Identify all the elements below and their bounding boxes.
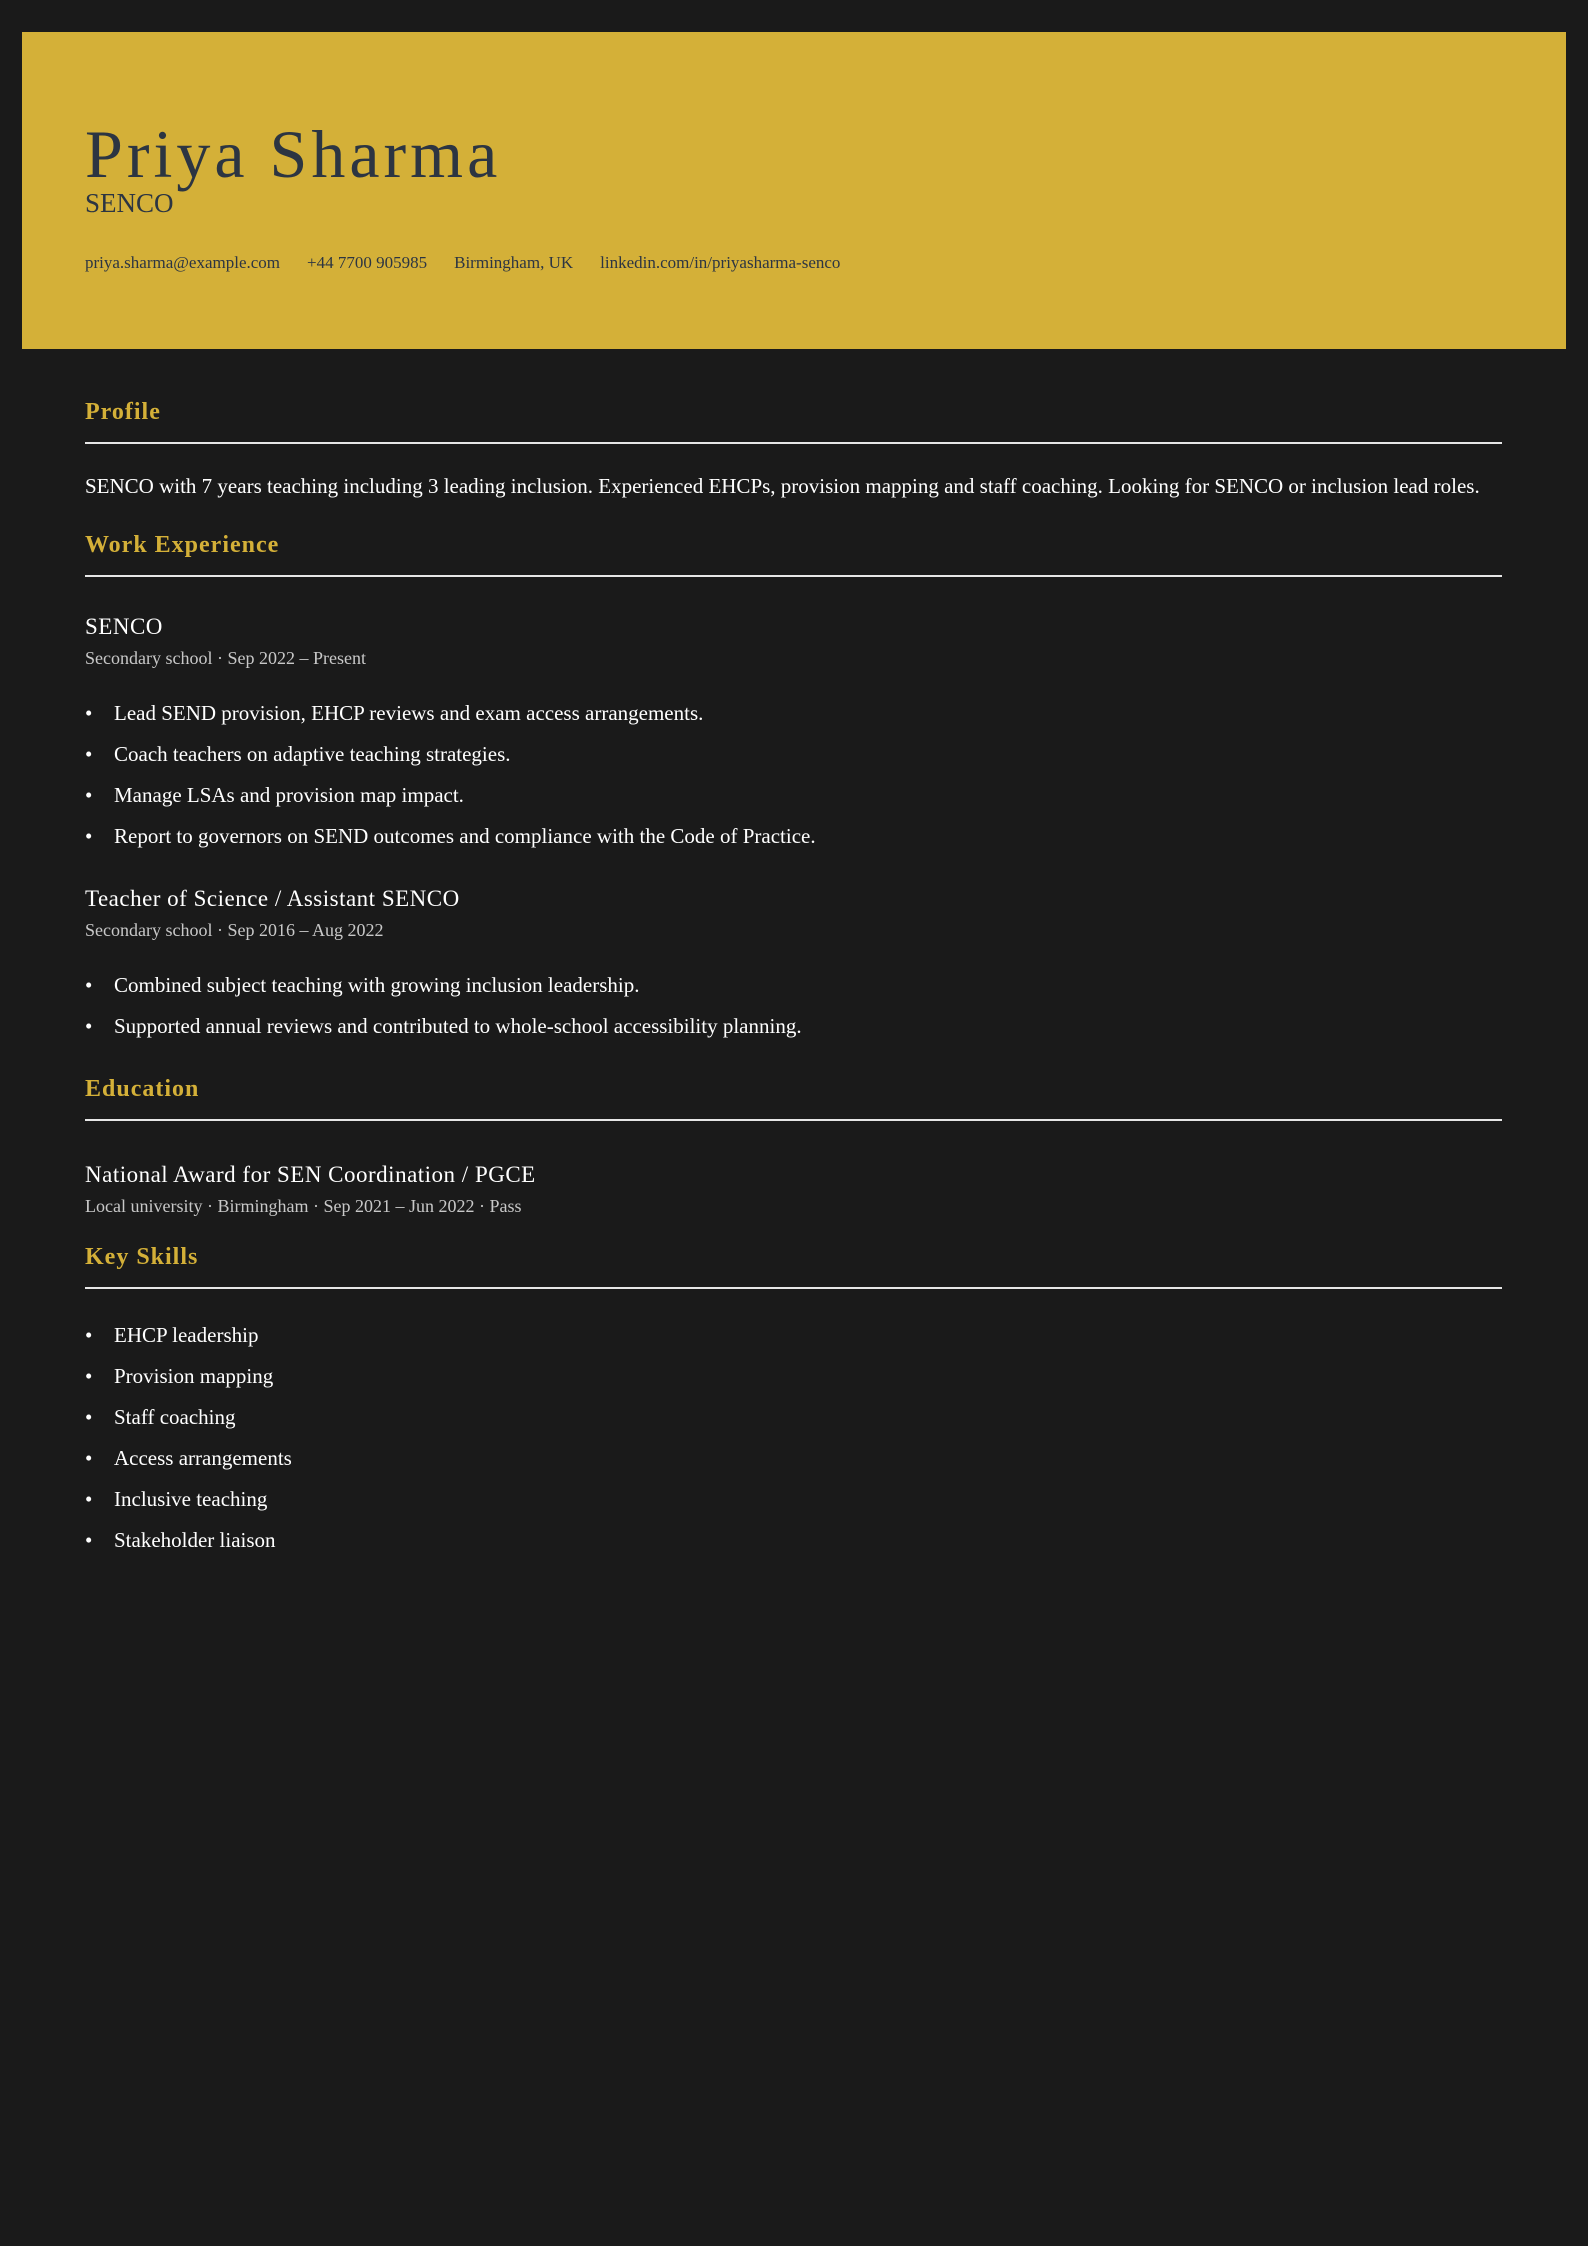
job-meta: Secondary school · Sep 2016 – Aug 2022 [85,920,384,940]
contact-email[interactable]: priya.sharma@example.com [85,253,281,272]
experience-heading: Work Experience [85,533,1502,577]
resume-header [22,32,1566,349]
profile-text: SENCO with 7 years teaching including 3 leading inclusion. Experienced EHCPs, provision mapping and staff coaching. Looking for SENCO or inclusion lead roles. [85,474,1480,498]
job-title: SENCO [85,614,163,639]
profile-section [85,400,1502,503]
job-bullet: • Report to governors on SEND outcomes and compliance with the Code of Practice. [85,816,1502,857]
job-bullet: • Coach teachers on adaptive teaching strategies. [85,734,1502,775]
skill-item: • Provision mapping [85,1356,1502,1397]
skills-heading: Key Skills [85,1245,1502,1289]
job-bullet: • Manage LSAs and provision map impact. [85,775,1502,816]
education-title: National Award for SEN Coordination / PGCE [85,1162,536,1187]
experience-section [85,533,1502,1047]
profile-heading: Profile [85,400,1502,444]
candidate-name: Priya Sharma [85,116,502,192]
job-entry [85,887,1502,1047]
job-bullets [85,693,1502,857]
contact-location: Birmingham, UK [454,253,574,272]
skills-section [85,1245,1502,1561]
job-bullets [85,965,1502,1047]
resume-body [85,400,1502,1561]
skill-item: • Stakeholder liaison [85,1520,1502,1561]
skill-item: • EHCP leadership [85,1315,1502,1356]
skill-item: • Access arrangements [85,1438,1502,1479]
job-title: Teacher of Science / Assistant SENCO [85,886,460,911]
job-bullet: • Supported annual reviews and contributed to whole-school accessibility planning. [85,1006,1502,1047]
skill-item: • Inclusive teaching [85,1479,1502,1520]
education-heading: Education [85,1077,1502,1121]
contact-linkedin[interactable]: linkedin.com/in/priyasharma-senco [600,253,841,272]
education-meta: Local university · Birmingham · Sep 2021 – Jun 2022 · Pass [85,1196,522,1216]
job-meta: Secondary school · Sep 2022 – Present [85,648,366,668]
job-entry [85,615,1502,857]
contact-phone[interactable]: +44 7700 905985 [307,253,428,272]
skill-item: • Staff coaching [85,1397,1502,1438]
job-bullet: • Combined subject teaching with growing inclusion leadership. [85,965,1502,1006]
candidate-role: SENCO [85,188,174,218]
job-bullet: • Lead SEND provision, EHCP reviews and exam access arrangements. [85,693,1502,734]
contact-bar [85,254,840,271]
education-entry [85,1163,1502,1215]
skills-list [85,1315,1502,1561]
education-section [85,1077,1502,1215]
